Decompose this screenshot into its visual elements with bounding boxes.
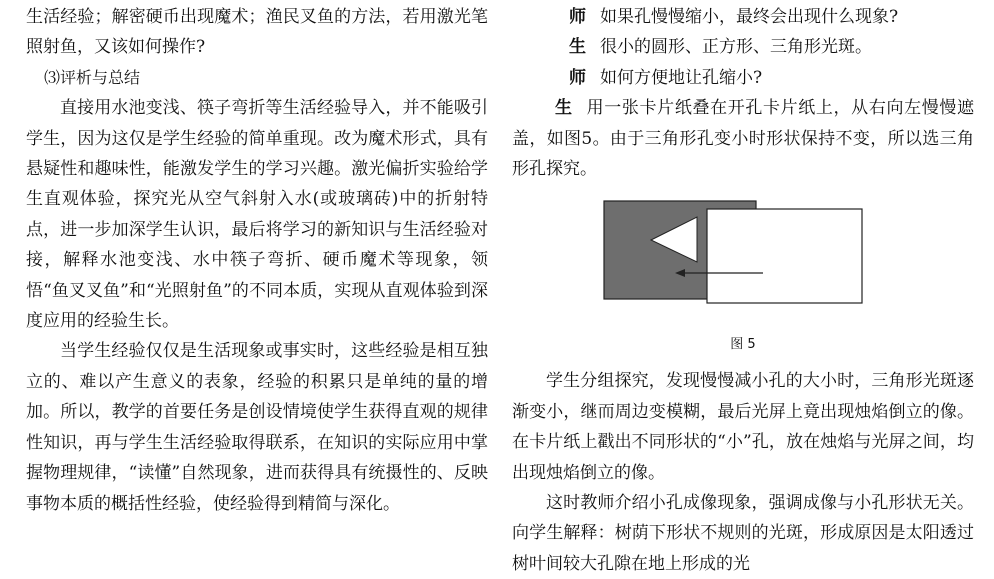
speaker-label: 师	[569, 7, 586, 27]
paragraph-teacher-explanation: 这时教师介绍小孔成像现象，强调成像与小孔形状无关。向学生解释：树荫下形状不规则的光斑，形成原因是太阳透过树叶间较大孔隙在地上形成的光	[512, 493, 974, 574]
speaker-label: 生	[569, 37, 586, 58]
paragraph-summary: 当学生经验仅仅是生活现象或事实时，这些经验是相互独立的、难以产生意义的表象，经验的积累只是单纯的量的增加。所以，教学的首要任务是创设情境使学生获得直观的规律性知识，再与学生生活经验取得联系，在知识的实际应用中掌握物理规律，“读懂”自然现象，进而获得具有统摄性的、反映事物本质的概括性经验，使经验得到精简与深化。	[26, 341, 488, 514]
dialogue-line	[512, 63, 974, 93]
paragraph-intro-questions: 生活经验；解密硬币出现魔术；渔民叉鱼的方法，若用激光笔照射鱼，又该如何操作?	[26, 7, 488, 58]
cover-card	[707, 209, 862, 303]
left-column	[26, 2, 488, 519]
dialogue-line	[512, 2, 974, 32]
dialogue-text: 很小的圆形、正方形、三角形光斑。	[600, 37, 872, 58]
figure-caption: 图 5	[730, 337, 756, 353]
speaker-label: 师	[569, 67, 586, 88]
student-reply-text: 用一张卡片纸叠在开孔卡片纸上，从右向左慢慢遮盖，如图5。由于三角形孔变小时形状保持不变，所以选三角形孔探究。	[512, 98, 974, 180]
paragraph-group-exploration: 学生分组探究，发现慢慢减小孔的大小时，三角形光斑逐渐变小，继而周边变模糊，最后光屏上竟出现烛焰倒立的像。在卡片纸上戳出不同形状的“小”孔，放在烛焰与光屏之间，均出现烛焰倒立的像。	[512, 371, 974, 483]
speaker-label: 生	[555, 98, 572, 119]
student-reply	[512, 93, 974, 184]
dialogue-line	[512, 32, 974, 62]
section-heading: ⑶评析与总结	[44, 67, 141, 87]
card-overlap-diagram	[603, 200, 863, 304]
figure-5	[512, 198, 974, 330]
right-column	[512, 2, 974, 579]
paragraph-evaluation: 直接用水池变浅、筷子弯折等生活经验导入，并不能吸引学生，因为这仅是学生经验的简单重现。改为魔术形式，具有悬疑性和趣味性，能激发学生的学习兴趣。激光偏折实验给学生直观体验，探究光从空气斜射入水(或玻璃砖)中的折射特点，进一步加深学生认识，最后将学习的新知识与生活经验对接，解释水池变浅、水中筷子弯折、硬币魔术等现象，领悟“鱼叉叉鱼”和“光照射鱼”的不同本质，实现从直观体验到深度应用的经验生长。	[26, 98, 488, 332]
dialogue-text: 如果孔慢慢缩小，最终会出现什么现象?	[600, 7, 899, 27]
dialogue-text: 如何方便地让孔缩小?	[600, 67, 763, 88]
